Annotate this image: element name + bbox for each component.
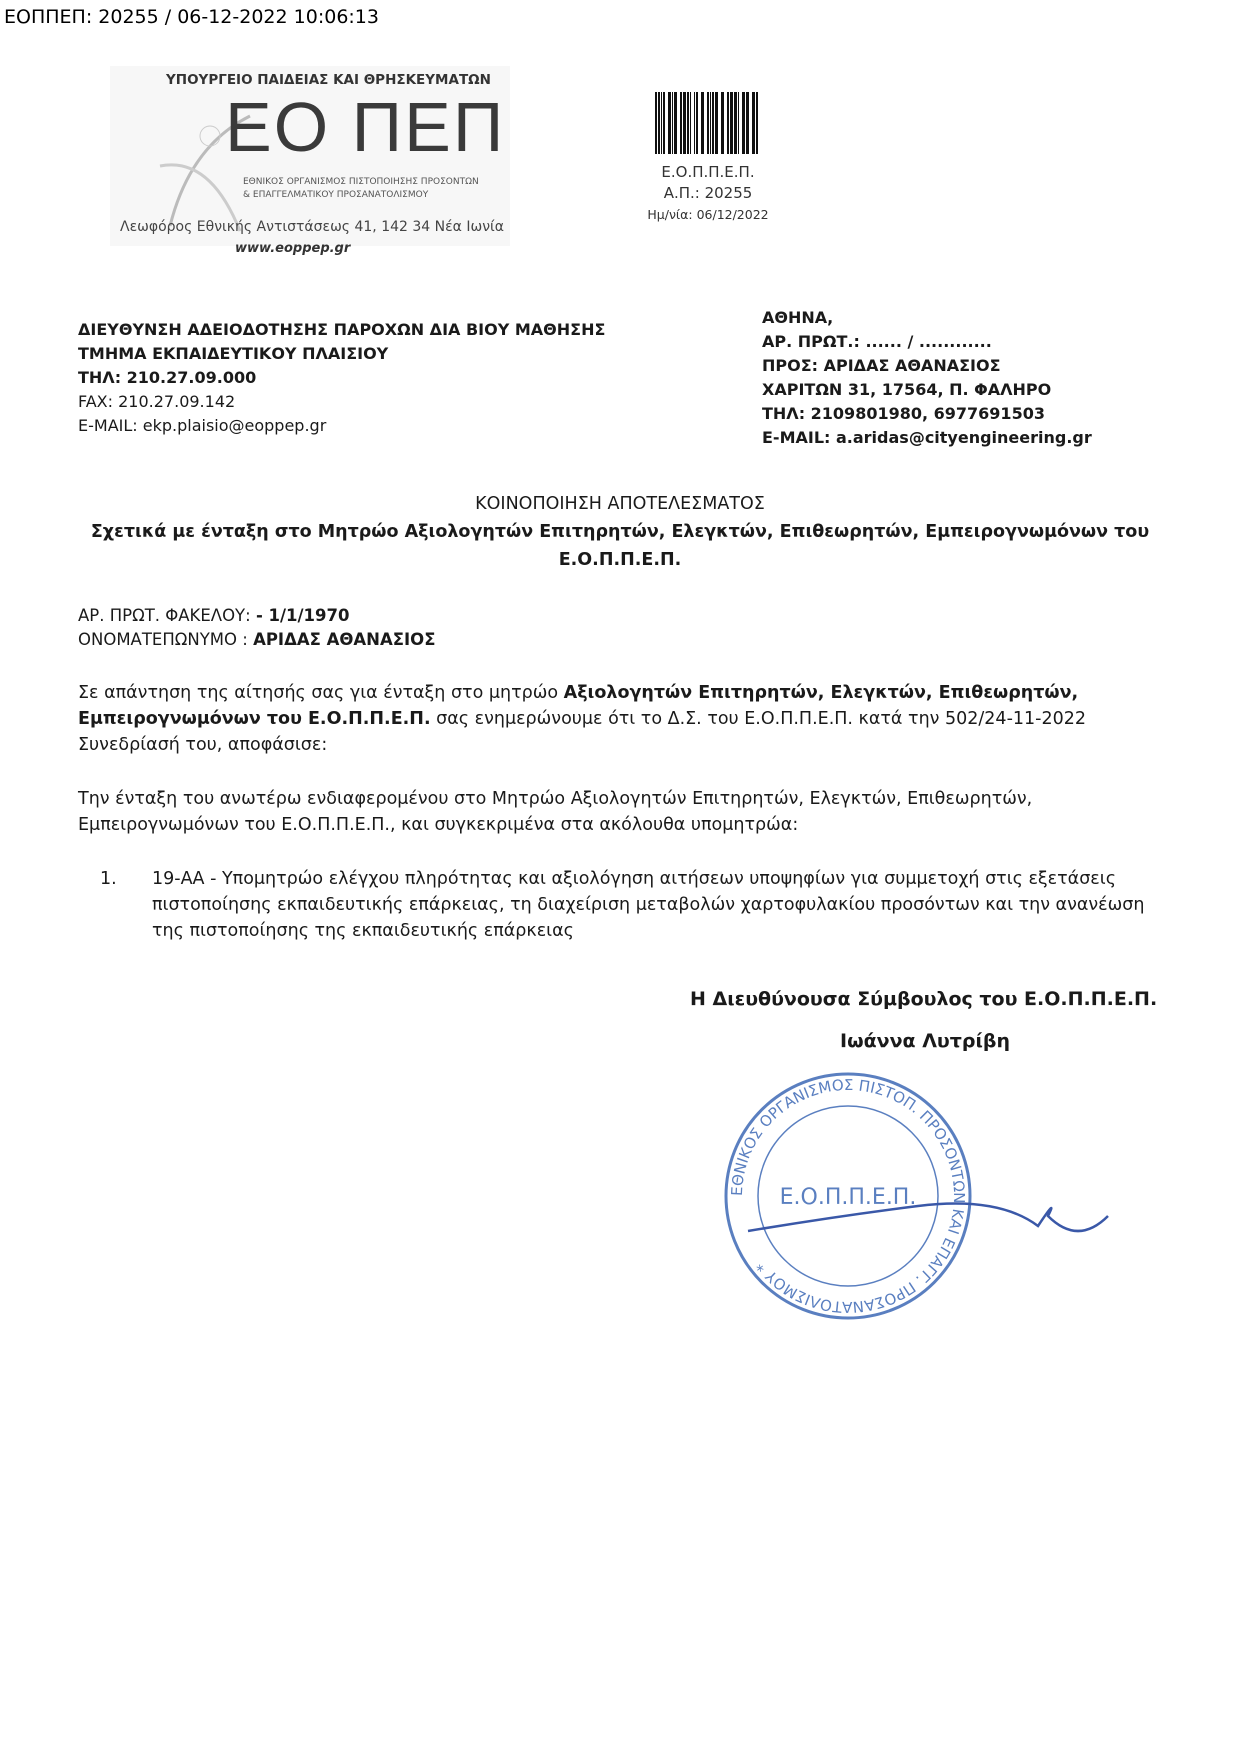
official-stamp-and-signature xyxy=(718,1066,1138,1326)
sender-block: ΔΙΕΥΘΥΝΣΗ ΑΔΕΙΟΔΟΤΗΣΗΣ ΠΑΡΟΧΩΝ ΔΙΑ ΒΙΟΥ ΜΑΘΗΣΗΣ ΤΜΗΜΑ ΕΚΠΑΙΔΕΥΤΙΚΟΥ ΠΛΑΙΣΙΟΥ ΤΗΛ: 210.27.09.000 FAX: 210.27.09.142 E-MAIL: ekp.plaisio@eoppep.gr xyxy=(78,320,606,435)
barcode-bar xyxy=(701,92,704,154)
barcode-bar xyxy=(694,92,695,154)
recipient-block: ΑΘΗΝΑ, ΑΡ. ΠΡΩΤ.: ...... / ............ ΠΡΟΣ: ΑΡΙΔΑΣ ΑΘΑΝΑΣΙΟΣ ΧΑΡΙΤΩΝ 31, 17564, Π. ΦΑΛΗΡΟ ΤΗΛ: 2109801980, 6977691503 E-MAIL: a.aridas@cityengineering.gr xyxy=(762,308,1092,447)
org-address: Λεωφόρος Εθνικής Αντιστάσεως 41, 142 34 Νέα Ιωνία xyxy=(120,219,504,235)
barcode-date: Ημ/νία: 06/12/2022 xyxy=(647,207,769,222)
barcode-bar xyxy=(663,92,665,154)
signature-block xyxy=(690,984,1168,1056)
barcode-bar xyxy=(712,92,714,154)
barcode-bar xyxy=(746,92,749,154)
barcode-bar xyxy=(661,92,662,154)
barcode-protocol: Α.Π.: 20255 xyxy=(663,184,753,202)
barcode-bar xyxy=(690,92,691,154)
barcode-bar xyxy=(696,92,698,154)
paragraph-response: Σε απάντηση της αίτησής σας για ένταξη στο μητρώο Αξιολογητών Επιτηρητών, Ελεγκτών, Επιθεωρητών, Εμπειρογνωμόνων του Ε.Ο.Π.Π.Ε.Π. σας ενημερώνουμε ότι το Δ.Σ. του Ε.Ο.Π.Π.Ε.Π. κατά την 502/24-11-2022 Συνεδρίασή του, αποφάσισε: xyxy=(78,683,1086,755)
barcode-bar xyxy=(756,92,758,154)
ministry-name: ΥΠΟΥΡΓΕΙΟ ΠΑΙΔΕΙΑΣ ΚΑΙ ΘΡΗΣΚΕΥΜΑΤΩΝ xyxy=(166,72,491,88)
barcode-bar xyxy=(730,92,733,154)
barcode-org: Ε.Ο.Π.Π.Ε.Π. xyxy=(661,163,755,181)
barcode-bar xyxy=(715,92,718,154)
signatory-name: Ιωάννα Λυτρίβη xyxy=(840,1030,1010,1052)
barcode-bar xyxy=(742,92,745,154)
paragraph-decision: Την ένταξη του ανωτέρω ενδιαφερομένου στο Μητρώο Αξιολογητών Επιτηρητών, Ελεγκτών, Επιθεωρητών, Εμπειρογνωμόνων του Ε.Ο.Π.Π.Ε.Π., και συγκεκριμένα στα ακόλουθα υπομητρώα: xyxy=(78,789,1033,835)
stamp-center-text: Ε.Ο.Π.Π.Ε.Π. xyxy=(779,1185,917,1210)
list-item: 1. 19-ΑΑ - Υπομητρώο ελέγχου πληρότητας και αξιολόγηση αιτήσεων υποψηφίων για συμμετοχή στις εξετάσεις πιστοποίησης εκπαιδευτικής επάρκειας, τη διαχείριση μεταβολών χαρτοφυλακίου προσόντων και την ανανέωση της πιστοποίησης της εκπαιδευτικής επάρκειας xyxy=(100,869,1145,941)
logo-acronym: ΕΟ ΠΕΠ xyxy=(225,88,506,166)
barcode-bar xyxy=(710,92,711,154)
barcode-bar xyxy=(655,92,657,154)
barcode-bar xyxy=(674,92,677,154)
barcode-bar xyxy=(752,92,755,154)
barcode-bar xyxy=(738,92,739,154)
eoppep-logo xyxy=(110,66,510,256)
barcode-bar xyxy=(683,92,686,154)
barcode-bar xyxy=(721,92,724,154)
org-website[interactable]: www.eoppep.gr xyxy=(235,241,351,256)
file-fields: ΑΡ. ΠΡΩΤ. ΦΑΚΕΛΟΥ: - 1/1/1970 ΟΝΟΜΑΤΕΠΩΝΥΜΟ : ΑΡΙΔΑΣ ΑΘΑΝΑΣΙΟΣ xyxy=(78,606,436,649)
logo-subtitle: ΕΘΝΙΚΟΣ ΟΡΓΑΝΙΣΜΟΣ ΠΙΣΤΟΠΟΙΗΣΗΣ ΠΡΟΣΟΝΤΩΝ & ΕΠΑΓΓΕΛΜΑΤΙΚΟΥ ΠΡΟΣΑΝΑΤΟΛΙΣΜΟΥ xyxy=(243,177,479,200)
barcode-bar xyxy=(727,92,729,154)
barcode-bar xyxy=(707,92,709,154)
barcode xyxy=(655,92,761,154)
document-body xyxy=(78,604,1168,1330)
barcode-bar xyxy=(734,92,737,154)
barcode-bar xyxy=(668,92,671,154)
signatory-role: Η Διευθύνουσα Σύμβουλος του Ε.Ο.Π.Π.Ε.Π. xyxy=(690,988,1158,1010)
header-protocol-stamp: ΕΟΠΠΕΠ: 20255 / 06-12-2022 10:06:13 xyxy=(4,6,379,28)
barcode-bar xyxy=(672,92,673,154)
barcode-bar xyxy=(687,92,689,154)
barcode-bar xyxy=(658,92,660,154)
stamp-ring-text: ΕΘΝΙΚΟΣ ΟΡΓΑΝΙΣΜΟΣ ΠΙΣΤΟΠ. ΠΡΟΣΟΝΤΩΝ ΚΑΙ ΕΠΑΓΓ. ΠΡΟΣΑΝΑΤΟΛΙΣΜΟΥ * xyxy=(727,1075,969,1317)
document-title: ΚΟΙΝΟΠΟΙΗΣΗ ΑΠΟΤΕΛΕΣΜΑΤΟΣ Σχετικά με ένταξη στο Μητρώο Αξιολογητών Επιτηρητών, Ελεγκτών, Επιθεωρητών, Εμπειρογνωμόνων του Ε.Ο.Π.Π.Ε.Π. xyxy=(90,494,1150,570)
barcode-bar xyxy=(680,92,682,154)
